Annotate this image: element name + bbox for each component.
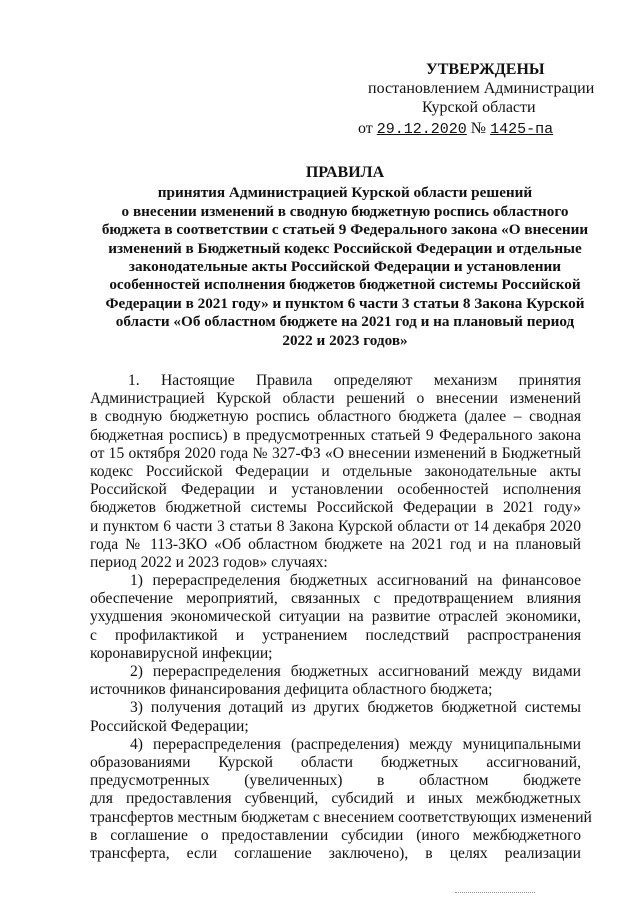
scan-artifact-divider	[455, 892, 535, 896]
body-line: для предоставления субвенций, субсидий и иных межбюджетных	[90, 790, 581, 808]
heading-line: принятия Администрацией Курской области решений	[157, 184, 533, 202]
body-line: 3) получения дотаций из других бюджетов бюджетной системы	[130, 699, 581, 717]
body-line: образованиями Курской области бюджетных ассигнований,	[90, 753, 581, 771]
approval-stamp	[340, 60, 600, 139]
body-line: бюджетная роспись) в предусмотренных статьей 9 Федерального закона	[90, 426, 581, 444]
body-line: бюджетов бюджетной системы Российской Федерации в 2021 году»	[90, 499, 581, 517]
body-line: обеспечение мероприятий, связанных с предотвращением влияния	[90, 590, 581, 608]
body-line: от 15 октября 2020 года № 327-ФЗ «О внесении изменений в Бюджетный	[90, 444, 581, 462]
approval-title: УТВЕРЖДЕНЫ	[426, 61, 545, 78]
heading-line: Федерации в 2021 году» и пунктом 6 части 3 статьи 8 Закона Курской	[105, 294, 585, 312]
approval-number: 1425-па	[490, 121, 554, 138]
body-line: и пунктом 6 части 3 статьи 8 Закона Курской области от 14 декабря 2020	[90, 517, 581, 535]
body-line: года № 113-ЗКО «Об областном бюджете на 2021 год и на плановый	[90, 535, 581, 553]
body-line: в сводную бюджетную роспись областного бюджета (далее – сводная	[90, 408, 581, 426]
body-line: Российской Федерации;	[90, 717, 249, 735]
heading-line: 2022 и 2023 годов»	[282, 331, 408, 349]
body-line: 1. Настоящие Правила определяют механизм принятия	[128, 372, 581, 389]
body-line: источников финансирования дефицита областного бюджета;	[90, 681, 493, 699]
body-line: 4) перераспределения (распределения) между муниципальными	[130, 735, 581, 753]
heading-line: изменений в Бюджетный кодекс Российской Федерации и отдельные	[108, 239, 582, 257]
body-line: кодекс Российской Федерации и отдельные законодательные акты	[90, 462, 581, 480]
document-title: ПРАВИЛА	[305, 164, 385, 181]
body-line: Администрацией Курской области решений о внесении изменений	[90, 390, 581, 408]
body-line: трансферта, если соглашение заключено), в целях реализации	[90, 844, 581, 862]
approval-date-line	[340, 119, 600, 139]
body-line: 2) перераспределения бюджетных ассигнований между видами	[130, 663, 581, 680]
body-line: с профилактикой и устранением последствий распространения	[90, 626, 581, 644]
approval-line-1: постановлением Администрации	[368, 80, 595, 97]
approval-date: 29.12.2020	[376, 121, 467, 138]
heading-line: о внесении изменений в сводную бюджетную роспись областного	[121, 202, 569, 220]
heading-line: бюджета в соответствии с статьей 9 Федерального закона «О внесении	[101, 221, 589, 239]
approval-line-2: Курской области	[422, 99, 536, 116]
body-line: трансфертов местным бюджетам с внесением соответствующих изменений	[90, 808, 592, 826]
body-line: в соглашение о предоставлении субсидии (иного межбюджетного	[90, 826, 581, 844]
approval-from-label: от	[358, 120, 373, 137]
approval-number-label: №	[470, 120, 487, 137]
body-line: коронавирусной инфекции;	[90, 644, 273, 662]
body-line: ухудшения экономической ситуации на развитие отраслей экономики,	[90, 608, 581, 626]
heading-line: области «Об областном бюджете на 2021 год и на плановый период	[115, 313, 575, 331]
heading-line: особенностей исполнения бюджетов бюджетной системы Российской	[109, 276, 581, 294]
body-line: предусмотренных (увеличенных) в областном бюджете	[90, 772, 581, 790]
body-line: Российской Федерации и установлении особенностей исполнения	[90, 481, 581, 499]
body-line: период 2022 и 2023 годов» случаях:	[90, 553, 328, 571]
body-line: 1) перераспределения бюджетных ассигнований на финансовое	[130, 572, 581, 590]
document-body	[90, 372, 592, 863]
document-heading	[95, 164, 595, 350]
heading-line: законодательные акты Российской Федерации и установлении	[128, 258, 562, 276]
